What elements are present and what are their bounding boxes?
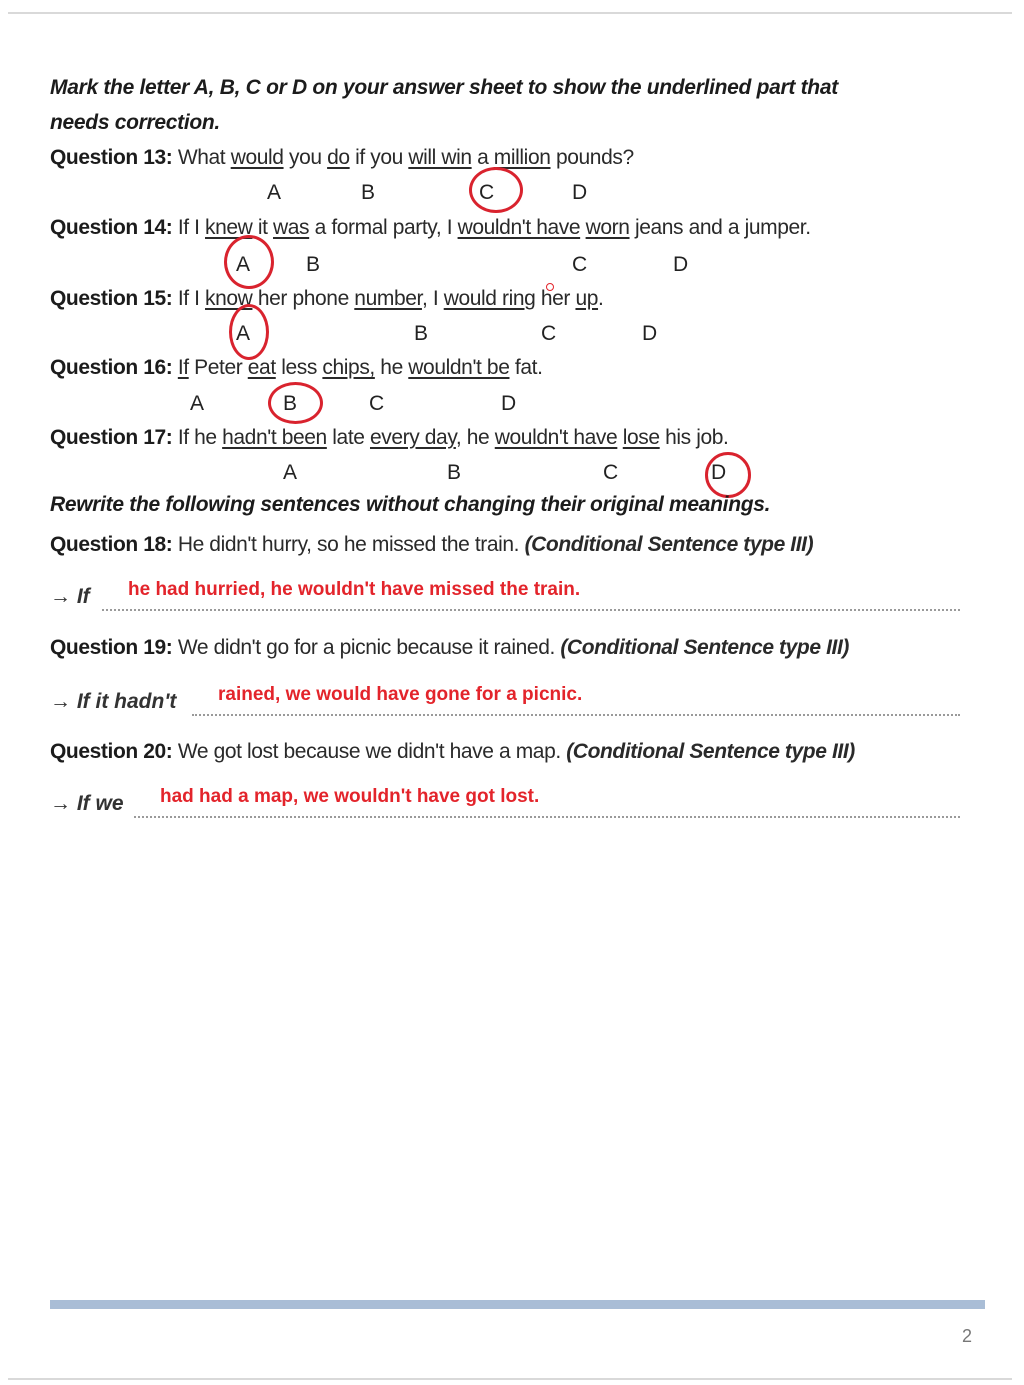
footer-bar <box>50 1300 985 1309</box>
question-label: Question 20: <box>50 740 173 763</box>
dotted-line <box>102 609 960 611</box>
page-number: 2 <box>962 1326 973 1346</box>
question-19: Question 19: We didn't go for a picnic because it rained. (Conditional Sentence type III) <box>50 636 849 659</box>
question-18: Question 18: He didn't hurry, so he missed the train. (Conditional Sentence type III) <box>50 533 814 556</box>
dotted-line <box>134 816 960 818</box>
conditional-type: (Conditional Sentence type III) <box>566 740 855 763</box>
handwritten-answer: he had hurried, he wouldn't have missed the train. <box>128 579 581 600</box>
answer-circle-q14 <box>224 235 274 289</box>
option-letter: A <box>236 322 251 345</box>
option-letter: B <box>414 322 429 345</box>
option-letter: C <box>369 392 385 415</box>
underlined-part-a: If <box>177 356 189 379</box>
question-label: Question 17: <box>50 426 173 449</box>
option-letter: D <box>711 461 727 484</box>
answer-circle-q15 <box>229 304 269 360</box>
answer-circle-q13 <box>469 167 523 213</box>
option-letter: C <box>603 461 619 484</box>
option-letter: C <box>479 181 495 204</box>
option-letter: C <box>541 322 557 345</box>
underlined-part-a: would <box>230 146 284 169</box>
option-letter: B <box>283 392 298 415</box>
answer-prompt: → If it hadn't <box>50 690 177 713</box>
question-17: Question 17: If he hadn't been late every day, he wouldn't have lose his job. <box>50 426 729 449</box>
option-letter: C <box>572 253 588 276</box>
conditional-type: (Conditional Sentence type III) <box>524 533 814 556</box>
underlined-part-c: will win <box>408 146 472 169</box>
underlined-part-b: eat <box>247 356 276 379</box>
underlined-part-a: know <box>205 287 253 310</box>
instructions-rewrite: Rewrite the following sentences without changing their original meanings. <box>50 493 771 516</box>
underlined-part-a: hadn't been <box>222 426 327 449</box>
option-letter: D <box>642 322 658 345</box>
answer-circle-q16 <box>268 382 323 424</box>
underlined-part-d: worn <box>585 216 630 239</box>
underlined-part-b: was <box>273 216 310 239</box>
underlined-part-c: would ring <box>443 287 536 310</box>
question-15: Question 15: If I know her phone number, I would ring her up. <box>50 287 604 310</box>
underlined-part-c: chips, <box>322 356 375 379</box>
underlined-part-c: wouldn't have <box>457 216 581 239</box>
instructions-line-1: Mark the letter A, B, C or D on your answer sheet to show the underlined part that <box>50 76 838 99</box>
underlined-part-d: million <box>493 146 551 169</box>
question-label: Question 13: <box>50 146 173 169</box>
option-letter: A <box>190 392 205 415</box>
question-14: Question 14: If I knew it was a formal party, I wouldn't have worn jeans and a jumper. <box>50 216 811 239</box>
option-letter: A <box>267 181 282 204</box>
question-16: Question 16: If Peter eat less chips, he wouldn't be fat. <box>50 356 543 379</box>
underlined-part-d: wouldn't be <box>408 356 510 379</box>
option-letter: B <box>361 181 376 204</box>
handwritten-answer: had had a map, we wouldn't have got lost. <box>160 786 540 807</box>
question-13: Question 13: What would you do if you will win a million pounds? <box>50 146 634 169</box>
instructions-line-2: needs correction. <box>50 111 220 134</box>
question-20: Question 20: We got lost because we didn't have a map. (Conditional Sentence type III) <box>50 740 855 763</box>
underlined-part-d: up <box>575 287 599 310</box>
question-label: Question 16: <box>50 356 173 379</box>
answer-prompt: → If we <box>50 792 124 815</box>
question-label: Question 18: <box>50 533 173 556</box>
conditional-type: (Conditional Sentence type III) <box>560 636 849 659</box>
handwritten-answer: rained, we would have gone for a picnic. <box>218 684 583 705</box>
answer-circle-q17 <box>705 452 751 498</box>
option-letter: B <box>306 253 321 276</box>
underlined-part-b: do <box>327 146 350 169</box>
question-label: Question 14: <box>50 216 173 239</box>
option-letter: A <box>236 253 251 276</box>
answer-row-q20 <box>50 786 960 822</box>
question-label: Question 15: <box>50 287 173 310</box>
underlined-part-b: number <box>354 287 422 310</box>
dotted-line <box>192 714 960 716</box>
underlined-part-d: lose <box>622 426 660 449</box>
option-letter: D <box>572 181 588 204</box>
pen-mark <box>546 283 554 291</box>
question-label: Question 19: <box>50 636 173 659</box>
answer-row-q18 <box>50 579 960 615</box>
answer-prompt: → If <box>50 585 90 608</box>
option-letter: A <box>283 461 298 484</box>
underlined-part-c: wouldn't have <box>494 426 618 449</box>
underlined-part-a: knew <box>205 216 253 239</box>
answer-row-q19 <box>50 684 960 720</box>
underlined-part-b: every day <box>369 426 456 449</box>
option-letter: B <box>447 461 462 484</box>
option-letter: D <box>673 253 689 276</box>
option-letter: D <box>501 392 517 415</box>
